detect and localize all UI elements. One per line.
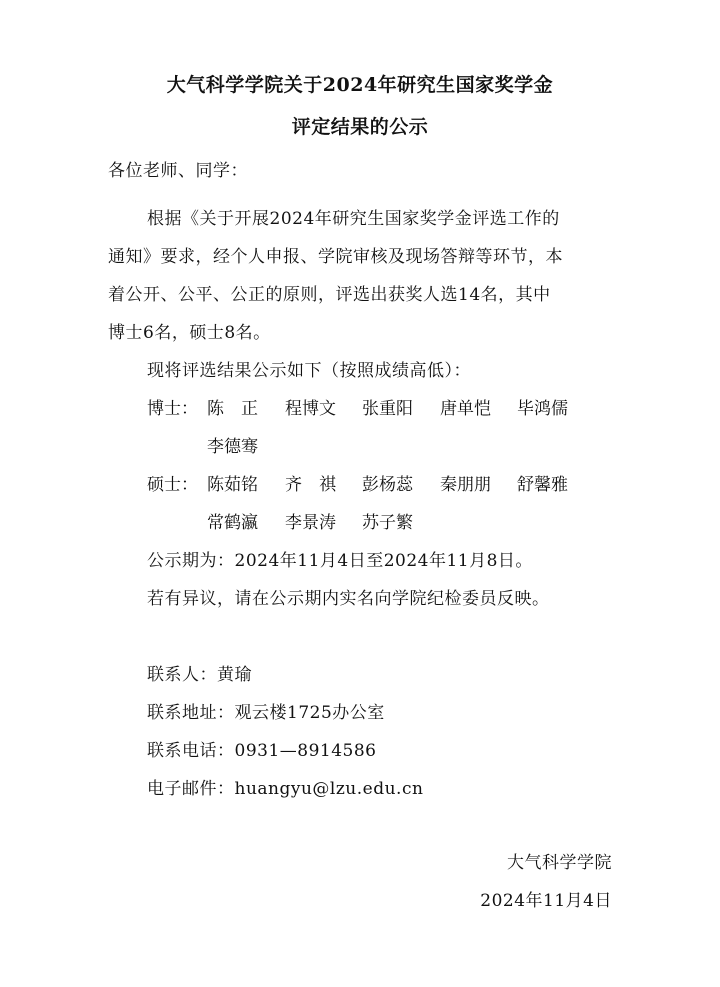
signature-date: 2024年11月4日: [480, 891, 612, 911]
results-intro: 现将评选结果公示如下（按照成绩高低）：: [147, 361, 471, 381]
contact-email: 电子邮件：huangyu@lzu.edu.cn: [147, 779, 424, 799]
contact-person: 联系人：黄瑜: [147, 665, 252, 685]
doctoral-name: 唐单恺: [440, 399, 491, 419]
objection-note: 若有异议，请在公示期内实名向学院纪检委员反映。: [147, 589, 550, 609]
doctoral-name: 毕鸿儒: [517, 399, 568, 419]
doctoral-name: 李德骞: [207, 437, 258, 457]
master-label: 硕士：: [147, 475, 198, 495]
body-paragraph-line-1: 根据《关于开展2024年研究生国家奖学金评选工作的: [147, 209, 560, 229]
doctoral-name: 陈 正: [207, 399, 258, 419]
signature-organization: 大气科学学院: [507, 853, 612, 873]
publicity-period: 公示期为：2024年11月4日至2024年11月8日。: [147, 551, 533, 571]
doctoral-name: 程博文: [285, 399, 336, 419]
body-paragraph-line-2: 通知》要求，经个人申报、学院审核及现场答辩等环节，本: [108, 247, 563, 267]
body-paragraph-line-3: 着公开、公平、公正的原则，评选出获奖人选14名，其中: [108, 285, 551, 305]
master-name: 苏子繁: [362, 513, 413, 533]
body-paragraph-line-4: 博士6名，硕士8名。: [108, 323, 271, 343]
salutation: 各位老师、同学：: [108, 161, 248, 181]
master-name: 秦朋朋: [440, 475, 491, 495]
master-name: 陈茹铭: [207, 475, 258, 495]
document-title-line-1: 大气科学学院关于2024年研究生国家奖学金: [166, 74, 554, 96]
document-title-line-2: 评定结果的公示: [291, 116, 429, 138]
doctoral-label: 博士：: [147, 399, 198, 419]
master-name: 李景涛: [285, 513, 336, 533]
doctoral-name: 张重阳: [362, 399, 413, 419]
master-name: 齐 祺: [285, 475, 336, 495]
master-name: 常鹤瀛: [207, 513, 258, 533]
master-name: 舒馨雅: [517, 475, 568, 495]
master-name: 彭杨蕊: [362, 475, 413, 495]
contact-address: 联系地址：观云楼1725办公室: [147, 703, 385, 723]
contact-phone: 联系电话：0931—8914586: [147, 741, 377, 761]
